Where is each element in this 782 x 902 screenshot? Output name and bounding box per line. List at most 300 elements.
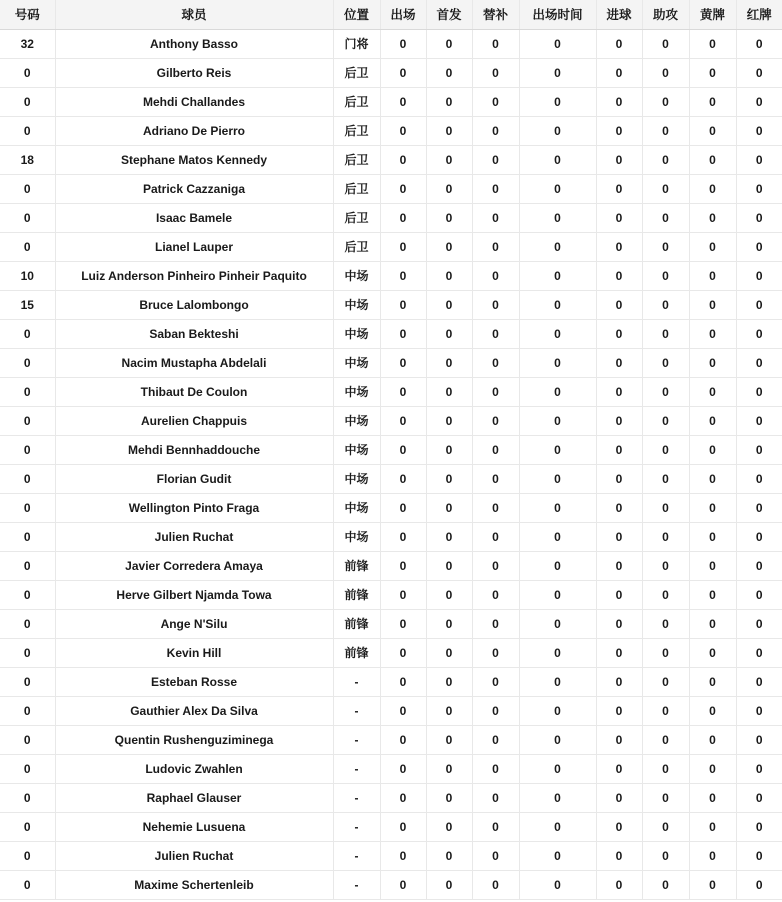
cell-number: 0 [0, 493, 55, 522]
cell-minutes: 0 [519, 725, 596, 754]
table-row [0, 870, 782, 899]
table-row [0, 58, 782, 87]
cell-minutes: 0 [519, 551, 596, 580]
cell-number: 0 [0, 841, 55, 870]
cell-position: - [333, 783, 380, 812]
cell-player: Herve Gilbert Njamda Towa [55, 580, 333, 609]
column-header-number: 号码 [0, 0, 55, 29]
cell-yellow-cards: 0 [689, 58, 736, 87]
cell-number: 0 [0, 667, 55, 696]
cell-starts: 0 [426, 406, 472, 435]
cell-minutes: 0 [519, 609, 596, 638]
cell-number: 0 [0, 638, 55, 667]
cell-yellow-cards: 0 [689, 580, 736, 609]
cell-player: Nacim Mustapha Abdelali [55, 348, 333, 377]
cell-player: Gilberto Reis [55, 58, 333, 87]
table-row [0, 551, 782, 580]
cell-assists: 0 [642, 348, 689, 377]
cell-goals: 0 [596, 29, 642, 58]
cell-number: 0 [0, 203, 55, 232]
cell-starts: 0 [426, 174, 472, 203]
column-header-appearances: 出场 [380, 0, 426, 29]
cell-appearances: 0 [380, 783, 426, 812]
cell-yellow-cards: 0 [689, 377, 736, 406]
cell-player: Mehdi Bennhaddouche [55, 435, 333, 464]
cell-goals: 0 [596, 348, 642, 377]
cell-appearances: 0 [380, 638, 426, 667]
cell-position: 中场 [333, 435, 380, 464]
cell-minutes: 0 [519, 435, 596, 464]
cell-position: - [333, 667, 380, 696]
cell-minutes: 0 [519, 232, 596, 261]
cell-starts: 0 [426, 435, 472, 464]
cell-assists: 0 [642, 319, 689, 348]
cell-player: Julien Ruchat [55, 522, 333, 551]
cell-assists: 0 [642, 58, 689, 87]
cell-minutes: 0 [519, 290, 596, 319]
cell-substitute: 0 [472, 841, 519, 870]
column-header-starts: 首发 [426, 0, 472, 29]
cell-starts: 0 [426, 464, 472, 493]
table-header [0, 0, 782, 29]
cell-goals: 0 [596, 464, 642, 493]
cell-starts: 0 [426, 783, 472, 812]
cell-substitute: 0 [472, 435, 519, 464]
cell-assists: 0 [642, 580, 689, 609]
cell-yellow-cards: 0 [689, 696, 736, 725]
cell-assists: 0 [642, 87, 689, 116]
cell-position: 门将 [333, 29, 380, 58]
table-row [0, 464, 782, 493]
table-row [0, 87, 782, 116]
cell-appearances: 0 [380, 580, 426, 609]
cell-assists: 0 [642, 783, 689, 812]
cell-minutes: 0 [519, 812, 596, 841]
cell-substitute: 0 [472, 116, 519, 145]
cell-red-cards: 0 [736, 29, 782, 58]
cell-minutes: 0 [519, 870, 596, 899]
cell-appearances: 0 [380, 58, 426, 87]
cell-player: Nehemie Lusuena [55, 812, 333, 841]
cell-starts: 0 [426, 638, 472, 667]
cell-goals: 0 [596, 609, 642, 638]
cell-goals: 0 [596, 725, 642, 754]
cell-starts: 0 [426, 203, 472, 232]
cell-substitute: 0 [472, 232, 519, 261]
cell-yellow-cards: 0 [689, 783, 736, 812]
cell-starts: 0 [426, 725, 472, 754]
cell-starts: 0 [426, 551, 472, 580]
cell-appearances: 0 [380, 29, 426, 58]
cell-yellow-cards: 0 [689, 464, 736, 493]
cell-minutes: 0 [519, 667, 596, 696]
cell-number: 0 [0, 319, 55, 348]
cell-position: - [333, 841, 380, 870]
cell-player: Adriano De Pierro [55, 116, 333, 145]
cell-goals: 0 [596, 812, 642, 841]
cell-yellow-cards: 0 [689, 667, 736, 696]
cell-player: Ange N'Silu [55, 609, 333, 638]
cell-position: 中场 [333, 493, 380, 522]
cell-assists: 0 [642, 116, 689, 145]
cell-appearances: 0 [380, 261, 426, 290]
cell-minutes: 0 [519, 58, 596, 87]
cell-assists: 0 [642, 522, 689, 551]
cell-position: 中场 [333, 261, 380, 290]
cell-substitute: 0 [472, 29, 519, 58]
cell-assists: 0 [642, 841, 689, 870]
cell-position: 中场 [333, 464, 380, 493]
cell-substitute: 0 [472, 580, 519, 609]
cell-player: Gauthier Alex Da Silva [55, 696, 333, 725]
cell-appearances: 0 [380, 377, 426, 406]
cell-assists: 0 [642, 174, 689, 203]
cell-position: 中场 [333, 406, 380, 435]
cell-yellow-cards: 0 [689, 116, 736, 145]
cell-substitute: 0 [472, 377, 519, 406]
cell-number: 0 [0, 58, 55, 87]
cell-substitute: 0 [472, 754, 519, 783]
table-row [0, 696, 782, 725]
cell-goals: 0 [596, 87, 642, 116]
cell-number: 15 [0, 290, 55, 319]
cell-player: Luiz Anderson Pinheiro Pinheir Paquito [55, 261, 333, 290]
table-row [0, 812, 782, 841]
column-header-assists: 助攻 [642, 0, 689, 29]
cell-assists: 0 [642, 377, 689, 406]
cell-starts: 0 [426, 841, 472, 870]
cell-appearances: 0 [380, 319, 426, 348]
cell-red-cards: 0 [736, 841, 782, 870]
cell-assists: 0 [642, 754, 689, 783]
cell-goals: 0 [596, 261, 642, 290]
cell-number: 0 [0, 522, 55, 551]
cell-appearances: 0 [380, 841, 426, 870]
cell-yellow-cards: 0 [689, 522, 736, 551]
cell-substitute: 0 [472, 145, 519, 174]
cell-red-cards: 0 [736, 609, 782, 638]
cell-yellow-cards: 0 [689, 435, 736, 464]
cell-substitute: 0 [472, 261, 519, 290]
cell-yellow-cards: 0 [689, 203, 736, 232]
table-row [0, 609, 782, 638]
cell-goals: 0 [596, 58, 642, 87]
cell-substitute: 0 [472, 493, 519, 522]
cell-number: 0 [0, 696, 55, 725]
cell-red-cards: 0 [736, 667, 782, 696]
table-row [0, 725, 782, 754]
cell-red-cards: 0 [736, 638, 782, 667]
header-row [0, 0, 782, 29]
table-row [0, 754, 782, 783]
cell-red-cards: 0 [736, 87, 782, 116]
column-header-red-cards: 红牌 [736, 0, 782, 29]
cell-red-cards: 0 [736, 319, 782, 348]
cell-substitute: 0 [472, 551, 519, 580]
cell-goals: 0 [596, 870, 642, 899]
cell-number: 0 [0, 232, 55, 261]
cell-red-cards: 0 [736, 580, 782, 609]
cell-minutes: 0 [519, 145, 596, 174]
cell-substitute: 0 [472, 87, 519, 116]
cell-player: Julien Ruchat [55, 841, 333, 870]
cell-player: Anthony Basso [55, 29, 333, 58]
cell-minutes: 0 [519, 203, 596, 232]
cell-minutes: 0 [519, 493, 596, 522]
cell-substitute: 0 [472, 174, 519, 203]
cell-assists: 0 [642, 725, 689, 754]
cell-starts: 0 [426, 58, 472, 87]
cell-position: 后卫 [333, 174, 380, 203]
cell-starts: 0 [426, 261, 472, 290]
cell-position: 后卫 [333, 232, 380, 261]
cell-number: 0 [0, 551, 55, 580]
cell-player: Mehdi Challandes [55, 87, 333, 116]
table-row [0, 348, 782, 377]
cell-substitute: 0 [472, 696, 519, 725]
cell-appearances: 0 [380, 551, 426, 580]
cell-assists: 0 [642, 232, 689, 261]
cell-goals: 0 [596, 290, 642, 319]
cell-goals: 0 [596, 377, 642, 406]
cell-starts: 0 [426, 87, 472, 116]
cell-yellow-cards: 0 [689, 348, 736, 377]
cell-number: 0 [0, 783, 55, 812]
cell-appearances: 0 [380, 609, 426, 638]
cell-assists: 0 [642, 493, 689, 522]
cell-player: Wellington Pinto Fraga [55, 493, 333, 522]
cell-starts: 0 [426, 580, 472, 609]
table-row [0, 261, 782, 290]
cell-appearances: 0 [380, 116, 426, 145]
cell-goals: 0 [596, 116, 642, 145]
cell-minutes: 0 [519, 783, 596, 812]
cell-goals: 0 [596, 319, 642, 348]
cell-player: Stephane Matos Kennedy [55, 145, 333, 174]
cell-goals: 0 [596, 638, 642, 667]
cell-red-cards: 0 [736, 812, 782, 841]
cell-appearances: 0 [380, 754, 426, 783]
cell-substitute: 0 [472, 290, 519, 319]
cell-number: 0 [0, 754, 55, 783]
cell-yellow-cards: 0 [689, 551, 736, 580]
cell-position: 中场 [333, 348, 380, 377]
cell-position: 后卫 [333, 87, 380, 116]
cell-position: 前锋 [333, 609, 380, 638]
cell-minutes: 0 [519, 464, 596, 493]
cell-starts: 0 [426, 29, 472, 58]
cell-substitute: 0 [472, 870, 519, 899]
table-row [0, 232, 782, 261]
cell-red-cards: 0 [736, 435, 782, 464]
cell-position: - [333, 696, 380, 725]
cell-red-cards: 0 [736, 377, 782, 406]
cell-appearances: 0 [380, 812, 426, 841]
cell-number: 32 [0, 29, 55, 58]
table-row [0, 493, 782, 522]
cell-substitute: 0 [472, 348, 519, 377]
cell-minutes: 0 [519, 29, 596, 58]
cell-goals: 0 [596, 406, 642, 435]
cell-assists: 0 [642, 609, 689, 638]
cell-appearances: 0 [380, 87, 426, 116]
cell-substitute: 0 [472, 638, 519, 667]
cell-minutes: 0 [519, 522, 596, 551]
column-header-position: 位置 [333, 0, 380, 29]
cell-starts: 0 [426, 609, 472, 638]
cell-yellow-cards: 0 [689, 29, 736, 58]
cell-number: 0 [0, 174, 55, 203]
cell-minutes: 0 [519, 174, 596, 203]
cell-appearances: 0 [380, 493, 426, 522]
table-row [0, 522, 782, 551]
cell-position: 中场 [333, 319, 380, 348]
cell-substitute: 0 [472, 319, 519, 348]
cell-assists: 0 [642, 464, 689, 493]
cell-substitute: 0 [472, 783, 519, 812]
cell-position: 中场 [333, 290, 380, 319]
table-row [0, 29, 782, 58]
cell-assists: 0 [642, 812, 689, 841]
cell-red-cards: 0 [736, 290, 782, 319]
cell-appearances: 0 [380, 348, 426, 377]
table-row [0, 580, 782, 609]
cell-red-cards: 0 [736, 203, 782, 232]
cell-minutes: 0 [519, 754, 596, 783]
cell-red-cards: 0 [736, 551, 782, 580]
cell-minutes: 0 [519, 87, 596, 116]
cell-appearances: 0 [380, 464, 426, 493]
cell-goals: 0 [596, 580, 642, 609]
cell-appearances: 0 [380, 522, 426, 551]
cell-appearances: 0 [380, 696, 426, 725]
table-row [0, 783, 782, 812]
cell-number: 18 [0, 145, 55, 174]
cell-player: Aurelien Chappuis [55, 406, 333, 435]
cell-starts: 0 [426, 232, 472, 261]
cell-appearances: 0 [380, 667, 426, 696]
cell-goals: 0 [596, 551, 642, 580]
cell-number: 0 [0, 435, 55, 464]
cell-number: 0 [0, 580, 55, 609]
column-header-player: 球员 [55, 0, 333, 29]
cell-starts: 0 [426, 493, 472, 522]
cell-position: 后卫 [333, 116, 380, 145]
cell-goals: 0 [596, 783, 642, 812]
cell-yellow-cards: 0 [689, 493, 736, 522]
cell-player: Florian Gudit [55, 464, 333, 493]
cell-substitute: 0 [472, 203, 519, 232]
cell-minutes: 0 [519, 696, 596, 725]
cell-minutes: 0 [519, 638, 596, 667]
cell-assists: 0 [642, 435, 689, 464]
cell-number: 0 [0, 812, 55, 841]
cell-substitute: 0 [472, 522, 519, 551]
cell-assists: 0 [642, 551, 689, 580]
cell-starts: 0 [426, 754, 472, 783]
cell-player: Thibaut De Coulon [55, 377, 333, 406]
cell-yellow-cards: 0 [689, 841, 736, 870]
cell-goals: 0 [596, 203, 642, 232]
cell-appearances: 0 [380, 725, 426, 754]
cell-starts: 0 [426, 870, 472, 899]
cell-starts: 0 [426, 145, 472, 174]
cell-player: Ludovic Zwahlen [55, 754, 333, 783]
cell-appearances: 0 [380, 870, 426, 899]
cell-yellow-cards: 0 [689, 261, 736, 290]
cell-substitute: 0 [472, 812, 519, 841]
cell-substitute: 0 [472, 667, 519, 696]
table-row [0, 145, 782, 174]
cell-yellow-cards: 0 [689, 812, 736, 841]
cell-assists: 0 [642, 406, 689, 435]
table-row [0, 406, 782, 435]
cell-goals: 0 [596, 174, 642, 203]
cell-minutes: 0 [519, 377, 596, 406]
cell-yellow-cards: 0 [689, 145, 736, 174]
cell-red-cards: 0 [736, 348, 782, 377]
cell-yellow-cards: 0 [689, 609, 736, 638]
cell-minutes: 0 [519, 116, 596, 145]
cell-red-cards: 0 [736, 464, 782, 493]
table-row [0, 290, 782, 319]
cell-assists: 0 [642, 290, 689, 319]
cell-starts: 0 [426, 696, 472, 725]
cell-minutes: 0 [519, 348, 596, 377]
cell-position: 前锋 [333, 580, 380, 609]
cell-assists: 0 [642, 261, 689, 290]
cell-player: Javier Corredera Amaya [55, 551, 333, 580]
cell-substitute: 0 [472, 609, 519, 638]
cell-goals: 0 [596, 232, 642, 261]
cell-yellow-cards: 0 [689, 754, 736, 783]
cell-yellow-cards: 0 [689, 870, 736, 899]
cell-position: - [333, 725, 380, 754]
cell-player: Maxime Schertenleib [55, 870, 333, 899]
cell-substitute: 0 [472, 464, 519, 493]
cell-appearances: 0 [380, 145, 426, 174]
cell-player: Kevin Hill [55, 638, 333, 667]
cell-assists: 0 [642, 667, 689, 696]
cell-appearances: 0 [380, 174, 426, 203]
cell-position: 中场 [333, 522, 380, 551]
cell-yellow-cards: 0 [689, 725, 736, 754]
cell-red-cards: 0 [736, 725, 782, 754]
cell-red-cards: 0 [736, 522, 782, 551]
cell-goals: 0 [596, 754, 642, 783]
cell-position: 后卫 [333, 58, 380, 87]
cell-number: 0 [0, 87, 55, 116]
cell-position: - [333, 754, 380, 783]
cell-red-cards: 0 [736, 261, 782, 290]
cell-yellow-cards: 0 [689, 406, 736, 435]
cell-position: - [333, 870, 380, 899]
cell-player: Raphael Glauser [55, 783, 333, 812]
cell-number: 0 [0, 464, 55, 493]
cell-position: 后卫 [333, 145, 380, 174]
cell-appearances: 0 [380, 290, 426, 319]
cell-player: Isaac Bamele [55, 203, 333, 232]
cell-number: 10 [0, 261, 55, 290]
cell-position: 中场 [333, 377, 380, 406]
cell-minutes: 0 [519, 319, 596, 348]
cell-goals: 0 [596, 435, 642, 464]
cell-minutes: 0 [519, 841, 596, 870]
cell-number: 0 [0, 348, 55, 377]
column-header-minutes: 出场时间 [519, 0, 596, 29]
table-row [0, 638, 782, 667]
table-row [0, 174, 782, 203]
